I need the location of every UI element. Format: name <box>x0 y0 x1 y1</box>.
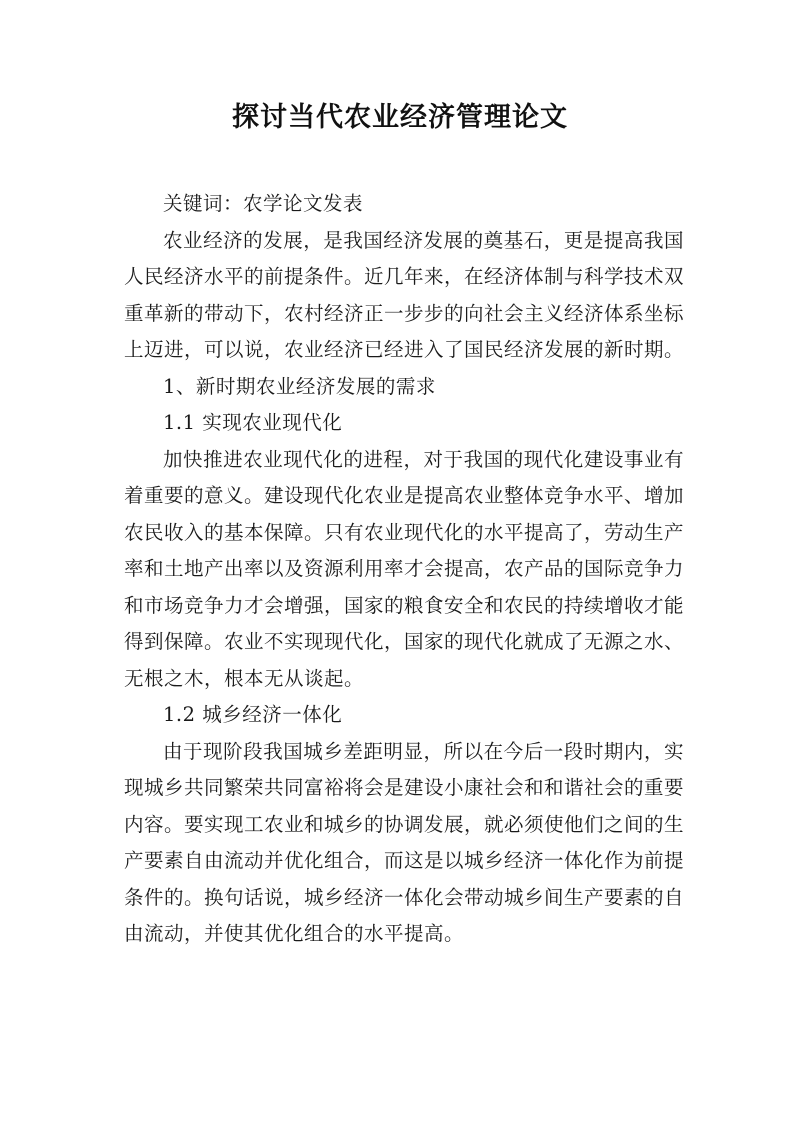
document-body <box>124 186 684 953</box>
subsection-1-1-heading: 1.1 实现农业现代化 <box>163 411 343 434</box>
document-title: 探讨当代农业经济管理论文 <box>232 102 568 133</box>
subsection-1-2-heading: 1.2 城乡经济一体化 <box>163 703 343 726</box>
subsection-1-1-paragraph: 加快推进农业现代化的进程，对于我国的现代化建设事业有着重要的意义。建设现代化农业是提高农业整体竞争水平、增加农民收入的基本保障。只有农业现代化的水平提高了，劳动生产率和土地产出率以及资源利用率才会提高，农产品的国际竞争力和市场竞争力才会增强，国家的粮食安全和农民的持续增收才能得到保障。农业不实现现代化，国家的现代化就成了无源之水、无根之木，根本无从谈起。 <box>124 447 685 690</box>
intro-paragraph: 农业经济的发展，是我国经济发展的奠基石，更是提高我国人民经济水平的前提条件。近几年来，在经济体制与科学技术双重革新的带动下，农村经济正一步步的向社会主义经济体系坐标上迈进，可以说，农业经济已经进入了国民经济发展的新时期。 <box>124 228 685 361</box>
keywords-line: 关键词：农学论文发表 <box>163 192 364 215</box>
subsection-1-2-paragraph: 由于现阶段我国城乡差距明显，所以在今后一段时期内，实现城乡共同繁荣共同富裕将会是建设小康社会和和谐社会的重要内容。要实现工农业和城乡的协调发展，就必须使他们之间的生产要素自由流动并优化组合，而这是以城乡经济一体化作为前提条件的。换句话说，城乡经济一体化会带动城乡间生产要素的自由流动，并使其优化组合的水平提高。 <box>124 739 685 945</box>
section-1-heading: 1、新时期农业经济发展的需求 <box>163 374 436 398</box>
